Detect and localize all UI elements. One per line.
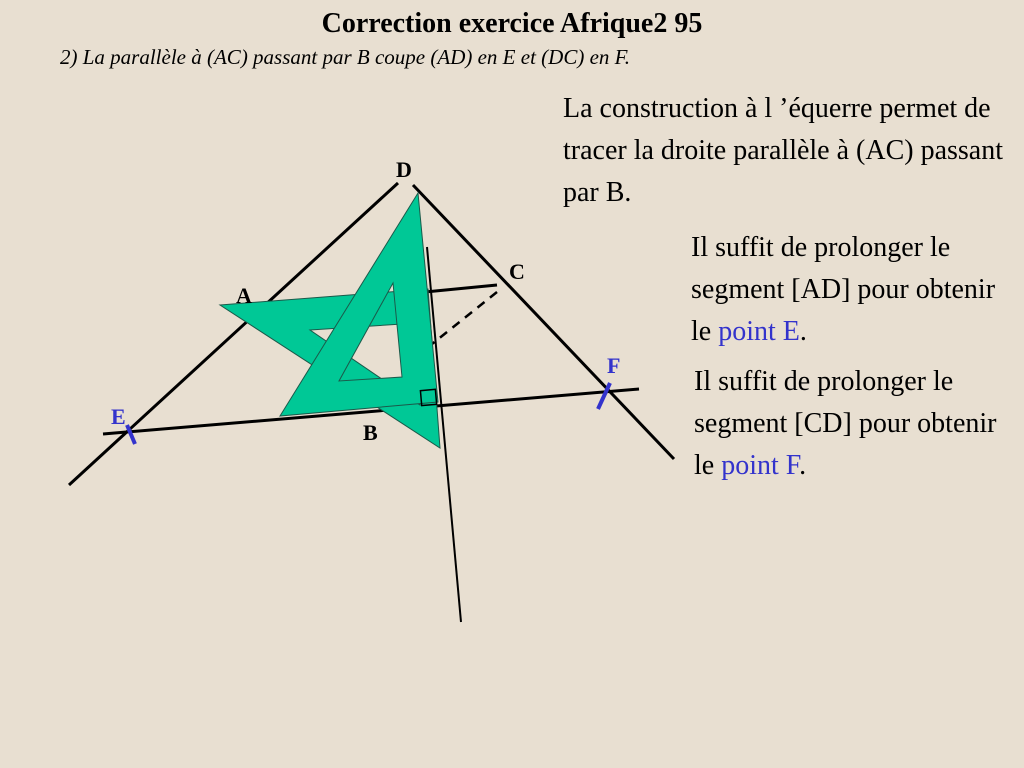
explanation-point-E — [691, 227, 1011, 353]
label-C: C — [509, 259, 525, 284]
dashed-segment — [432, 292, 497, 344]
label-E: E — [111, 404, 126, 429]
explanation-construction: La construction à l ’équerre permet de tracer la droite parallèle à (AC) passant par B. — [563, 93, 1004, 208]
label-A: A — [236, 283, 252, 308]
line-DC — [413, 185, 674, 459]
label-D: D — [396, 157, 412, 182]
exercise-question: 2) La parallèle à (AC) passant par B coupe (AD) en E et (DC) en F. — [60, 45, 631, 69]
label-F: F — [607, 353, 621, 378]
highlight-point-F: point F — [721, 450, 800, 481]
segment-to-C — [425, 285, 497, 292]
label-B: B — [363, 420, 378, 445]
highlight-point-E: point E — [718, 316, 800, 347]
explanation-E-end: . — [799, 316, 807, 347]
slide-title: Correction exercice Afrique2 95 — [321, 8, 703, 39]
explanation-E-text: Il suffit de prolonger le segment [AD] pour obtenir le — [691, 232, 996, 347]
explanation-F-text: Il suffit de prolonger le segment [CD] pour obtenir le — [694, 366, 997, 481]
explanation-point-F — [694, 361, 1014, 487]
explanation-F-end: . — [799, 450, 807, 481]
